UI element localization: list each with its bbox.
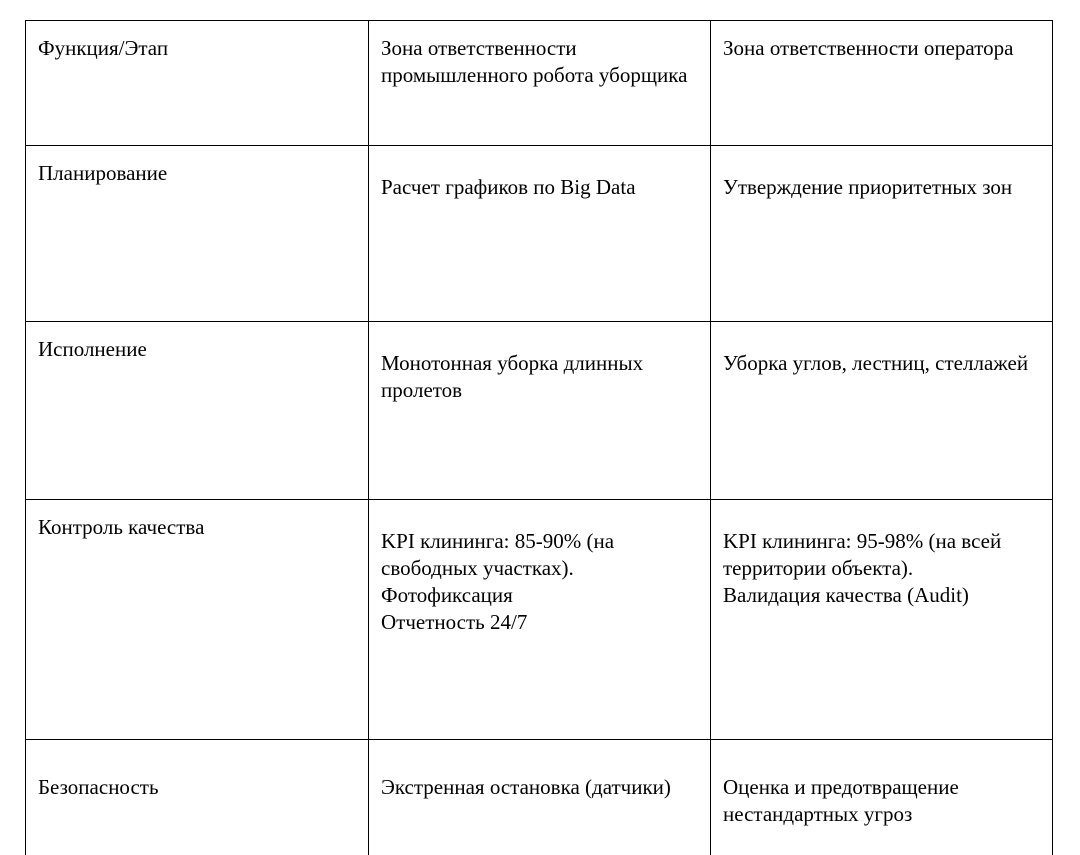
table-row [26, 500, 1053, 740]
header-cell-operator: Зона ответственности оператора [711, 21, 1053, 146]
operator-cell [711, 500, 1053, 740]
table-header-row [26, 21, 1053, 146]
stage-cell: Безопасность [26, 740, 369, 855]
operator-cell: Уборка углов, лестниц, стеллажей [711, 322, 1053, 500]
robot-report-line: Отчетность 24/7 [381, 610, 528, 634]
robot-cell: Экстренная остановка (датчики) [369, 740, 711, 855]
robot-cell [369, 500, 711, 740]
table-row [26, 146, 1053, 322]
stage-cell: Контроль качества [26, 500, 369, 740]
header-cell-stage: Функция/Этап [26, 21, 369, 146]
robot-photo-line: Фотофиксация [381, 583, 513, 607]
robot-cell: Монотонная уборка длинных пролетов [369, 322, 711, 500]
robot-kpi-line: KPI клининга: 85-90% (на свободных участках). [381, 529, 615, 580]
robot-cell: Расчет графиков по Big Data [369, 146, 711, 322]
table-row [26, 740, 1053, 855]
table-row [26, 322, 1053, 500]
stage-cell: Исполнение [26, 322, 369, 500]
stage-cell: Планирование [26, 146, 369, 322]
operator-cell: Оценка и предотвращение нестандартных угроз [711, 740, 1053, 855]
operator-cell: Утверждение приоритетных зон [711, 146, 1053, 322]
responsibility-table [25, 20, 1053, 855]
operator-kpi-line: KPI клининга: 95-98% (на всей территории объекта). [723, 529, 1002, 580]
header-cell-robot: Зона ответственности промышленного робота уборщика [369, 21, 711, 146]
operator-audit-line: Валидация качества (Audit) [723, 583, 969, 607]
